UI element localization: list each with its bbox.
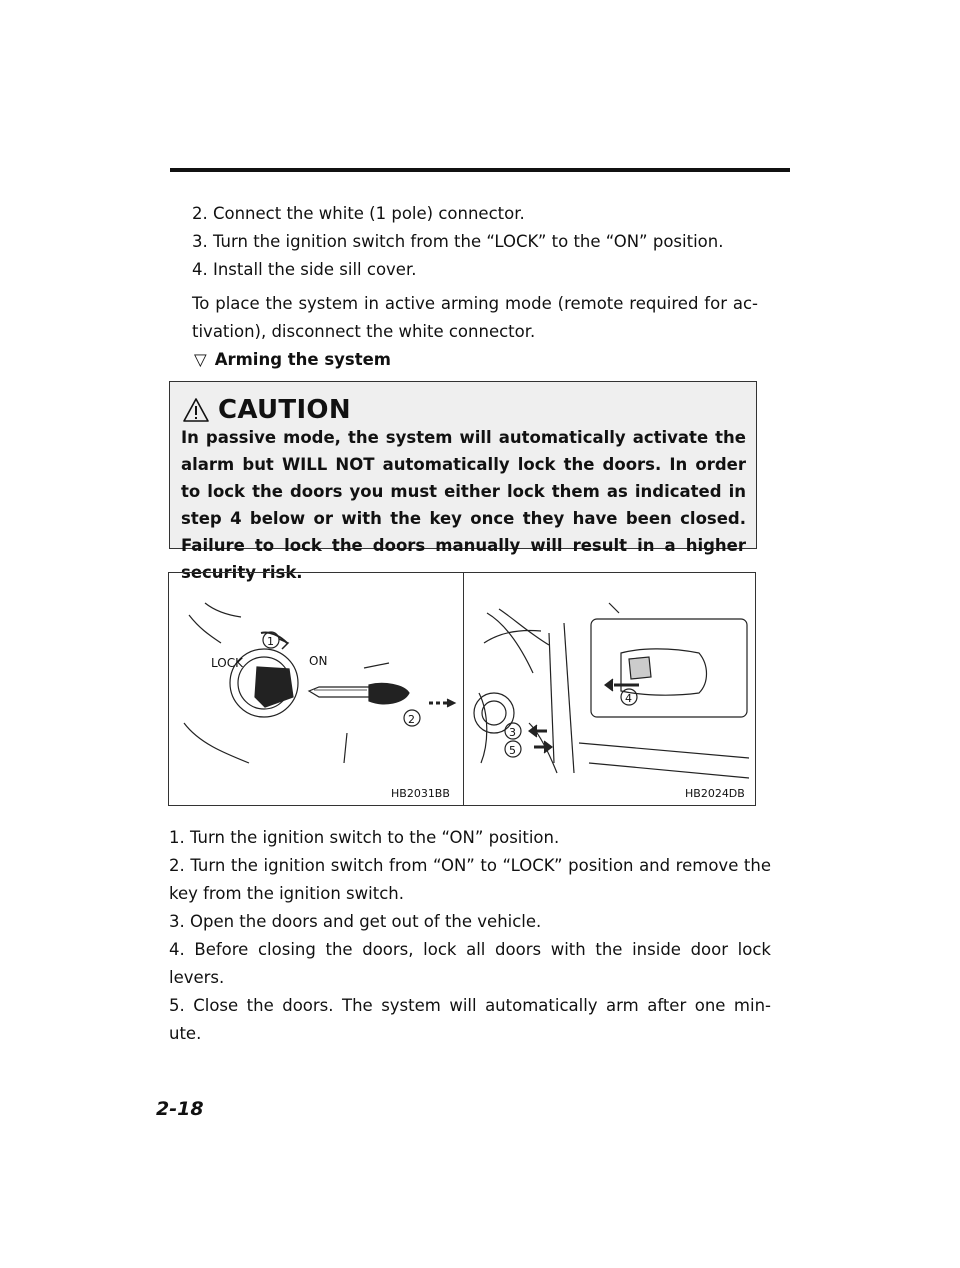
caution-title: CAUTION [218, 395, 351, 425]
arming-step: 1. Turn the ignition switch to the “ON” position. [169, 828, 560, 847]
section-heading [194, 348, 391, 372]
connector-steps [192, 200, 762, 284]
arming-steps [169, 824, 771, 1048]
section-title: Arming the system [214, 350, 391, 369]
callout-4: 4 [625, 692, 632, 705]
arming-step: 2. Turn the ignition switch from “ON” to “LOCK” position and remove the key from the ignition switch. [169, 856, 771, 903]
triangle-marker-icon: ▽ [194, 350, 207, 369]
caution-text: In passive mode, the system will automatically activate the alarm but WILL NOT automatically lock the doors. In order to lock the doors you must either lock them as indicated in step 4 below or with the key once they have been closed. Failure to lock the doors manually will result in a higher security risk. [181, 428, 746, 582]
lock-label: LOCK [211, 656, 243, 670]
step-item: 4. Install the side sill cover. [192, 260, 417, 279]
arming-illustration [168, 572, 756, 806]
on-label: ON [309, 654, 328, 668]
arming-step: 4. Before closing the doors, lock all doors with the inside door lock levers. [169, 940, 771, 987]
figure-code-right: HB2024DB [685, 787, 745, 800]
callout-3: 3 [509, 726, 516, 739]
warning-triangle-icon [182, 397, 210, 423]
callout-1: 1 [267, 635, 274, 648]
page-number: 2-18 [156, 1098, 204, 1120]
header-rule [170, 168, 790, 172]
figure-code-left: HB2031BB [391, 787, 450, 800]
illustration-drawing [169, 573, 755, 805]
step-item: 3. Turn the ignition switch from the “LOCK” to the “ON” position. [192, 232, 724, 251]
arming-step: 3. Open the doors and get out of the vehicle. [169, 912, 542, 931]
callout-2: 2 [408, 713, 415, 726]
figure-divider [463, 573, 464, 805]
caution-box [169, 381, 757, 582]
arming-step: 5. Close the doors. The system will automatically arm after one min- ute. [169, 996, 771, 1043]
intro-paragraph: To place the system in active arming mode (remote required for ac- tivation), disconnect the white connector. [192, 294, 758, 341]
ignition-key-drawing [184, 603, 455, 763]
callout-5: 5 [509, 744, 516, 757]
step-item: 2. Connect the white (1 pole) connector. [192, 204, 525, 223]
